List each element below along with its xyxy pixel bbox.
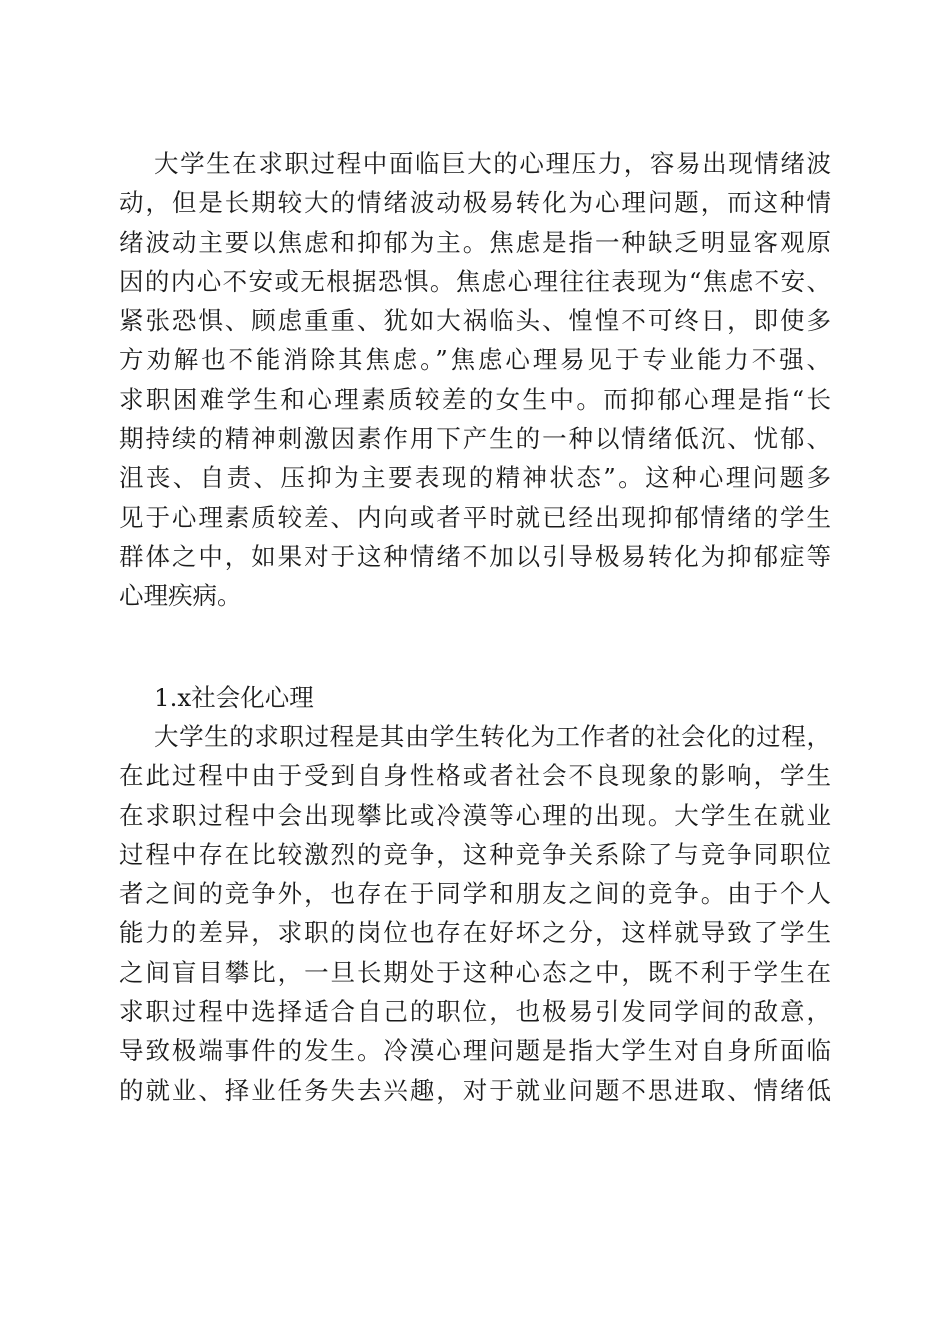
- paragraph-line: 动，但是长期较大的情绪波动极易转化为心理问题，而这种情: [119, 188, 831, 218]
- paragraph-line: 心理疾病。: [119, 581, 242, 611]
- paragraph-line: 求职过程中选择适合自己的职位，也极易引发同学间的敌意，: [119, 997, 831, 1027]
- paragraph-line: 之间盲目攀比，一旦长期处于这种心态之中，既不利于学生在: [119, 957, 831, 987]
- paragraph-socialization: [119, 717, 831, 1110]
- paragraph-line: 导致极端事件的发生。冷漠心理问题是指大学生对自身所面临: [119, 1036, 831, 1066]
- paragraph-anxiety-depression: [119, 144, 831, 616]
- paragraph-line: 紧张恐惧、顾虑重重、犹如大祸临头、惶惶不可终日，即使多: [119, 306, 831, 336]
- paragraph-line: 求职困难学生和心理素质较差的女生中。而抑郁心理是指“长: [119, 384, 831, 414]
- paragraph-line: 者之间的竞争外，也存在于同学和朋友之间的竞争。由于个人: [119, 879, 831, 909]
- paragraph-line: 沮丧、自责、压抑为主要表现的精神状态”。这种心理问题多: [119, 463, 831, 493]
- paragraph-line: 过程中存在比较激烈的竞争，这种竞争关系除了与竞争同职位: [119, 839, 831, 869]
- paragraph-line: 在求职过程中会出现攀比或冷漠等心理的出现。大学生在就业: [119, 800, 831, 830]
- section-heading-container: [119, 678, 831, 717]
- section-heading: 1.x社会化心理: [154, 683, 314, 712]
- paragraph-line: 大学生的求职过程是其由学生转化为工作者的社会化的过程，: [154, 722, 831, 751]
- paragraph-line: 见于心理素质较差、内向或者平时就已经出现抑郁情绪的学生: [119, 502, 831, 532]
- paragraph-line: 期持续的精神刺激因素作用下产生的一种以情绪低沉、忧郁、: [119, 424, 831, 454]
- paragraph-line: 在此过程中由于受到自身性格或者社会不良现象的影响，学生: [119, 761, 831, 791]
- paragraph-line: 能力的差异，求职的岗位也存在好坏之分，这样就导致了学生: [119, 918, 831, 948]
- paragraph-line: 方劝解也不能消除其焦虑。”焦虑心理易见于专业能力不强、: [119, 345, 831, 375]
- paragraph-line: 绪波动主要以焦虑和抑郁为主。焦虑是指一种缺乏明显客观原: [119, 227, 831, 257]
- paragraph-line: 的就业、择业任务失去兴趣，对于就业问题不思进取、情绪低: [119, 1075, 831, 1105]
- paragraph-line: 因的内心不安或无根据恐惧。焦虑心理往往表现为“焦虑不安、: [119, 266, 831, 296]
- paragraph-line: 大学生在求职过程中面临巨大的心理压力，容易出现情绪波: [154, 149, 831, 178]
- paragraph-line: 群体之中，如果对于这种情绪不加以引导极易转化为抑郁症等: [119, 541, 831, 571]
